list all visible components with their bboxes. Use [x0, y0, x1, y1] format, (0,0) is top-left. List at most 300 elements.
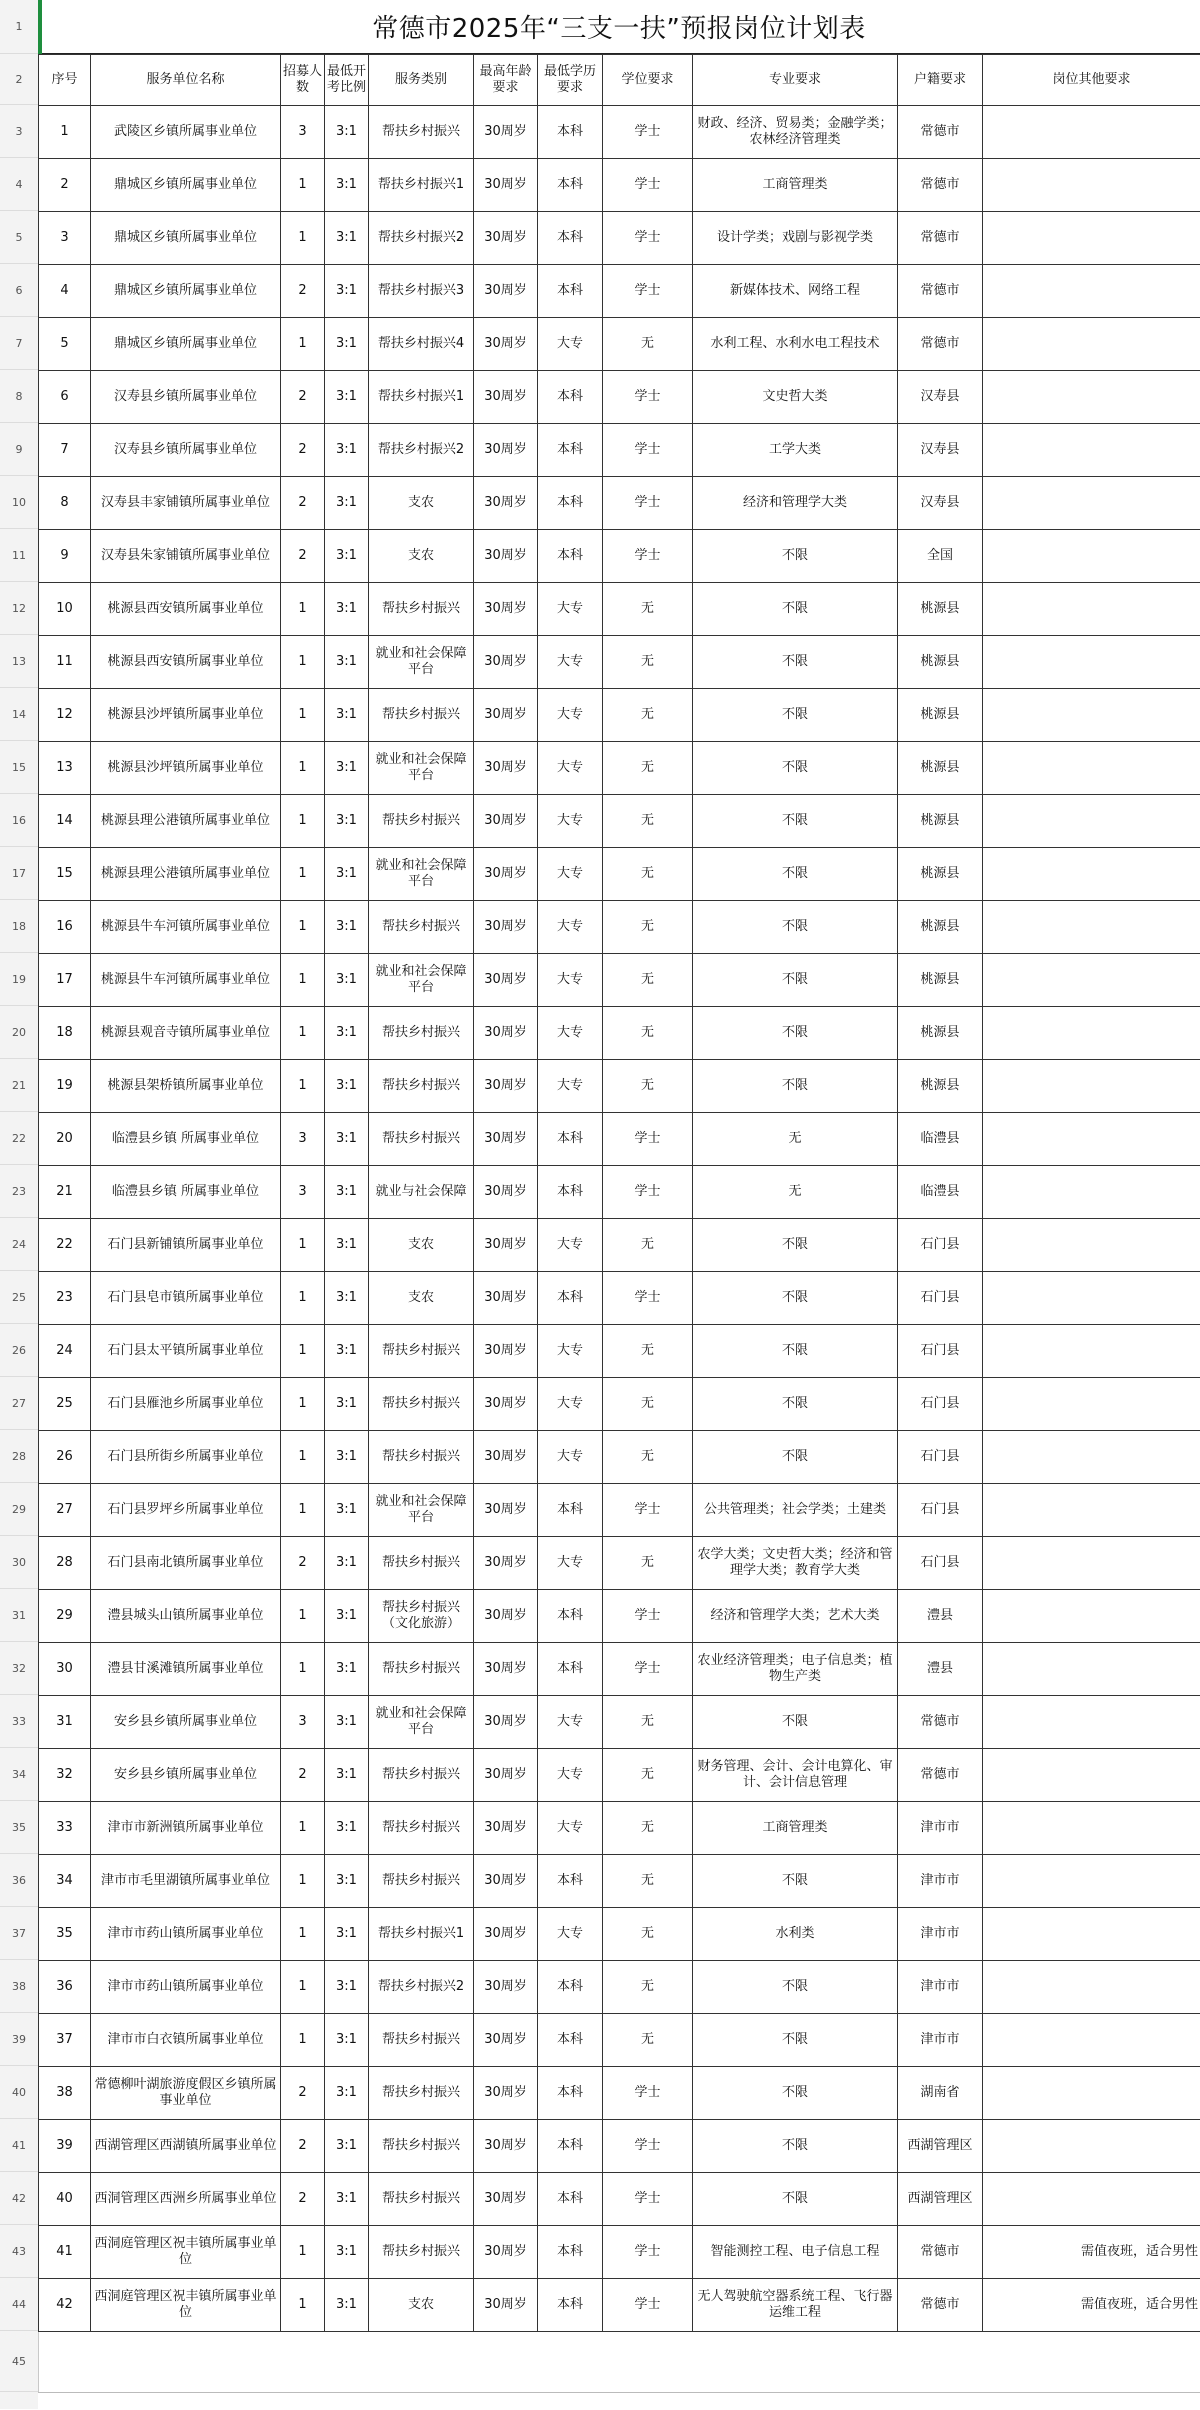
- row-number[interactable]: 17: [0, 847, 38, 900]
- cell-col-ratio[interactable]: 3:1: [325, 1431, 369, 1484]
- cell-col-hukou[interactable]: 汉寿县: [898, 424, 983, 477]
- cell-col-category[interactable]: 帮扶乡村振兴: [369, 1855, 474, 1908]
- row-number[interactable]: 32: [0, 1642, 38, 1695]
- cell-col-hukou[interactable]: 西湖管理区: [898, 2173, 983, 2226]
- cell-col-age[interactable]: 30周岁: [474, 2014, 538, 2067]
- cell-col-count[interactable]: 1: [281, 742, 325, 795]
- cell-col-ratio[interactable]: 3:1: [325, 1219, 369, 1272]
- cell-col-age[interactable]: 30周岁: [474, 1219, 538, 1272]
- cell-col-other[interactable]: [983, 1007, 1200, 1060]
- cell-col-unit[interactable]: 汉寿县朱家铺镇所属事业单位: [91, 530, 281, 583]
- cell-col-count[interactable]: 1: [281, 1325, 325, 1378]
- cell-col-edu[interactable]: 本科: [538, 1272, 603, 1325]
- cell-col-age[interactable]: 30周岁: [474, 2173, 538, 2226]
- cell-col-unit[interactable]: 汉寿县乡镇所属事业单位: [91, 424, 281, 477]
- cell-col-count[interactable]: 3: [281, 106, 325, 159]
- cell-col-age[interactable]: 30周岁: [474, 2067, 538, 2120]
- cell-col-age[interactable]: 30周岁: [474, 583, 538, 636]
- cell-col-ratio[interactable]: 3:1: [325, 1749, 369, 1802]
- cell-col-major[interactable]: 无人驾驶航空器系统工程、飞行器运维工程: [693, 2279, 898, 2332]
- cell-col-hukou[interactable]: 临澧县: [898, 1113, 983, 1166]
- row-number[interactable]: 18: [0, 900, 38, 953]
- cell-col-hukou[interactable]: 桃源县: [898, 742, 983, 795]
- cell-col-category[interactable]: 支农: [369, 1272, 474, 1325]
- cell-col-age[interactable]: 30周岁: [474, 1855, 538, 1908]
- cell-col-category[interactable]: 帮扶乡村振兴1: [369, 159, 474, 212]
- row-number[interactable]: 21: [0, 1059, 38, 1112]
- header-col-ratio[interactable]: 最低开考比例: [325, 55, 369, 106]
- cell-col-ratio[interactable]: 3:1: [325, 1166, 369, 1219]
- cell-col-count[interactable]: 1: [281, 795, 325, 848]
- row-number[interactable]: 33: [0, 1695, 38, 1748]
- cell-col-category[interactable]: 帮扶乡村振兴: [369, 2173, 474, 2226]
- header-col-other[interactable]: 岗位其他要求: [983, 55, 1200, 106]
- cell-col-seq[interactable]: 5: [39, 318, 91, 371]
- cell-col-edu[interactable]: 本科: [538, 1855, 603, 1908]
- cell-col-unit[interactable]: 桃源县西安镇所属事业单位: [91, 636, 281, 689]
- cell-col-edu[interactable]: 本科: [538, 212, 603, 265]
- cell-col-major[interactable]: 不限: [693, 2014, 898, 2067]
- cell-col-age[interactable]: 30周岁: [474, 318, 538, 371]
- cell-col-age[interactable]: 30周岁: [474, 1325, 538, 1378]
- row-number[interactable]: 30: [0, 1536, 38, 1589]
- cell-col-unit[interactable]: 桃源县西安镇所属事业单位: [91, 583, 281, 636]
- cell-col-age[interactable]: 30周岁: [474, 1537, 538, 1590]
- cell-col-category[interactable]: 帮扶乡村振兴: [369, 1060, 474, 1113]
- cell-col-degree[interactable]: 无: [603, 1749, 693, 1802]
- cell-col-other[interactable]: [983, 1060, 1200, 1113]
- cell-col-edu[interactable]: 本科: [538, 159, 603, 212]
- cell-col-ratio[interactable]: 3:1: [325, 2067, 369, 2120]
- cell-col-seq[interactable]: 9: [39, 530, 91, 583]
- cell-col-degree[interactable]: 学士: [603, 1272, 693, 1325]
- cell-col-hukou[interactable]: 湖南省: [898, 2067, 983, 2120]
- cell-col-hukou[interactable]: 桃源县: [898, 1060, 983, 1113]
- cell-col-degree[interactable]: 无: [603, 1908, 693, 1961]
- cell-col-age[interactable]: 30周岁: [474, 1166, 538, 1219]
- cell-col-hukou[interactable]: 津市市: [898, 1908, 983, 1961]
- cell-col-seq[interactable]: 24: [39, 1325, 91, 1378]
- cell-col-unit[interactable]: 澧县甘溪滩镇所属事业单位: [91, 1643, 281, 1696]
- cell-col-ratio[interactable]: 3:1: [325, 742, 369, 795]
- cell-col-hukou[interactable]: 全国: [898, 530, 983, 583]
- cell-col-hukou[interactable]: 常德市: [898, 106, 983, 159]
- cell-col-edu[interactable]: 本科: [538, 106, 603, 159]
- cell-col-edu[interactable]: 大专: [538, 954, 603, 1007]
- cell-col-edu[interactable]: 本科: [538, 424, 603, 477]
- row-number[interactable]: 45: [0, 2331, 38, 2392]
- cell-col-seq[interactable]: 28: [39, 1537, 91, 1590]
- cell-col-category[interactable]: 帮扶乡村振兴2: [369, 1961, 474, 2014]
- cell-col-other[interactable]: [983, 477, 1200, 530]
- cell-col-age[interactable]: 30周岁: [474, 2279, 538, 2332]
- row-number[interactable]: 31: [0, 1589, 38, 1642]
- cell-col-count[interactable]: 2: [281, 1749, 325, 1802]
- cell-col-category[interactable]: 帮扶乡村振兴3: [369, 265, 474, 318]
- cell-col-other[interactable]: [983, 318, 1200, 371]
- cell-col-degree[interactable]: 学士: [603, 1113, 693, 1166]
- cell-col-ratio[interactable]: 3:1: [325, 1484, 369, 1537]
- cell-col-other[interactable]: [983, 1908, 1200, 1961]
- cell-col-category[interactable]: 帮扶乡村振兴: [369, 1007, 474, 1060]
- cell-col-seq[interactable]: 3: [39, 212, 91, 265]
- cell-col-other[interactable]: [983, 265, 1200, 318]
- cell-col-ratio[interactable]: 3:1: [325, 1537, 369, 1590]
- cell-col-hukou[interactable]: 常德市: [898, 212, 983, 265]
- row-number[interactable]: 14: [0, 688, 38, 741]
- row-number[interactable]: 38: [0, 1960, 38, 2013]
- cell-col-seq[interactable]: 39: [39, 2120, 91, 2173]
- cell-col-other[interactable]: [983, 636, 1200, 689]
- cell-col-unit[interactable]: 津市市白衣镇所属事业单位: [91, 2014, 281, 2067]
- cell-col-unit[interactable]: 石门县南北镇所属事业单位: [91, 1537, 281, 1590]
- cell-col-degree[interactable]: 学士: [603, 1590, 693, 1643]
- row-number[interactable]: 10: [0, 476, 38, 529]
- cell-col-degree[interactable]: 学士: [603, 371, 693, 424]
- row-number[interactable]: 27: [0, 1377, 38, 1430]
- cell-col-degree[interactable]: 无: [603, 1060, 693, 1113]
- cell-col-unit[interactable]: 津市市新洲镇所属事业单位: [91, 1802, 281, 1855]
- row-number[interactable]: 28: [0, 1430, 38, 1483]
- cell-col-ratio[interactable]: 3:1: [325, 1113, 369, 1166]
- cell-col-degree[interactable]: 学士: [603, 530, 693, 583]
- cell-col-unit[interactable]: 鼎城区乡镇所属事业单位: [91, 159, 281, 212]
- cell-col-ratio[interactable]: 3:1: [325, 1325, 369, 1378]
- cell-col-edu[interactable]: 本科: [538, 477, 603, 530]
- cell-col-edu[interactable]: 大专: [538, 1060, 603, 1113]
- cell-col-age[interactable]: 30周岁: [474, 1272, 538, 1325]
- cell-col-category[interactable]: 支农: [369, 530, 474, 583]
- cell-col-major[interactable]: 不限: [693, 1007, 898, 1060]
- cell-col-unit[interactable]: 津市市药山镇所属事业单位: [91, 1961, 281, 2014]
- cell-col-ratio[interactable]: 3:1: [325, 477, 369, 530]
- row-number[interactable]: 16: [0, 794, 38, 847]
- cell-col-other[interactable]: [983, 1802, 1200, 1855]
- cell-col-ratio[interactable]: 3:1: [325, 2014, 369, 2067]
- cell-col-other[interactable]: [983, 1855, 1200, 1908]
- cell-col-edu[interactable]: 本科: [538, 2173, 603, 2226]
- cell-col-other[interactable]: [983, 1219, 1200, 1272]
- cell-col-degree[interactable]: 无: [603, 689, 693, 742]
- cell-col-major[interactable]: 工学大类: [693, 424, 898, 477]
- cell-col-hukou[interactable]: 桃源县: [898, 1007, 983, 1060]
- row-number[interactable]: 41: [0, 2119, 38, 2172]
- cell-col-age[interactable]: 30周岁: [474, 1113, 538, 1166]
- cell-col-category[interactable]: 帮扶乡村振兴: [369, 901, 474, 954]
- cell-col-age[interactable]: 30周岁: [474, 1961, 538, 2014]
- row-number[interactable]: 2: [0, 54, 38, 105]
- cell-col-hukou[interactable]: 桃源县: [898, 848, 983, 901]
- cell-col-unit[interactable]: 津市市药山镇所属事业单位: [91, 1908, 281, 1961]
- cell-col-unit[interactable]: 桃源县牛车河镇所属事业单位: [91, 954, 281, 1007]
- cell-col-seq[interactable]: 25: [39, 1378, 91, 1431]
- cell-col-other[interactable]: [983, 106, 1200, 159]
- cell-col-seq[interactable]: 30: [39, 1643, 91, 1696]
- cell-col-age[interactable]: 30周岁: [474, 477, 538, 530]
- cell-col-degree[interactable]: 无: [603, 1325, 693, 1378]
- header-col-degree[interactable]: 学位要求: [603, 55, 693, 106]
- cell-col-other[interactable]: [983, 1961, 1200, 2014]
- cell-col-hukou[interactable]: 西湖管理区: [898, 2120, 983, 2173]
- cell-col-category[interactable]: 帮扶乡村振兴: [369, 795, 474, 848]
- cell-col-major[interactable]: 不限: [693, 583, 898, 636]
- cell-col-major[interactable]: 不限: [693, 2173, 898, 2226]
- cell-col-ratio[interactable]: 3:1: [325, 1060, 369, 1113]
- cell-col-major[interactable]: 文史哲大类: [693, 371, 898, 424]
- header-col-age[interactable]: 最高年龄要求: [474, 55, 538, 106]
- cell-col-edu[interactable]: 大专: [538, 583, 603, 636]
- cell-col-unit[interactable]: 临澧县乡镇 所属事业单位: [91, 1166, 281, 1219]
- header-col-unit[interactable]: 服务单位名称: [91, 55, 281, 106]
- cell-col-degree[interactable]: 无: [603, 2014, 693, 2067]
- cell-col-major[interactable]: 不限: [693, 2067, 898, 2120]
- cell-col-other[interactable]: [983, 689, 1200, 742]
- cell-col-degree[interactable]: 学士: [603, 1643, 693, 1696]
- cell-col-major[interactable]: 财政、经济、贸易类；金融学类；农林经济管理类: [693, 106, 898, 159]
- cell-col-unit[interactable]: 西洞庭管理区祝丰镇所属事业单位: [91, 2279, 281, 2332]
- title-row[interactable]: [38, 0, 1200, 54]
- cell-col-other[interactable]: [983, 1378, 1200, 1431]
- cell-col-ratio[interactable]: 3:1: [325, 689, 369, 742]
- cell-col-other[interactable]: [983, 212, 1200, 265]
- cell-col-count[interactable]: 1: [281, 1908, 325, 1961]
- cell-col-edu[interactable]: 大专: [538, 1325, 603, 1378]
- row-number[interactable]: 12: [0, 582, 38, 635]
- cell-col-edu[interactable]: 大专: [538, 1378, 603, 1431]
- cell-col-hukou[interactable]: 津市市: [898, 1802, 983, 1855]
- cell-col-age[interactable]: 30周岁: [474, 159, 538, 212]
- cell-col-seq[interactable]: 17: [39, 954, 91, 1007]
- header-col-edu[interactable]: 最低学历要求: [538, 55, 603, 106]
- cell-col-edu[interactable]: 大专: [538, 1537, 603, 1590]
- cell-col-seq[interactable]: 42: [39, 2279, 91, 2332]
- cell-col-degree[interactable]: 无: [603, 1802, 693, 1855]
- cell-col-hukou[interactable]: 常德市: [898, 265, 983, 318]
- cell-col-hukou[interactable]: 临澧县: [898, 1166, 983, 1219]
- cell-col-count[interactable]: 1: [281, 636, 325, 689]
- cell-col-degree[interactable]: 学士: [603, 1484, 693, 1537]
- cell-col-seq[interactable]: 11: [39, 636, 91, 689]
- cell-col-degree[interactable]: 无: [603, 1696, 693, 1749]
- cell-col-ratio[interactable]: 3:1: [325, 2173, 369, 2226]
- cell-col-degree[interactable]: 学士: [603, 2226, 693, 2279]
- cell-col-seq[interactable]: 33: [39, 1802, 91, 1855]
- row-number[interactable]: 1: [0, 0, 38, 54]
- cell-col-count[interactable]: 1: [281, 1431, 325, 1484]
- cell-col-other[interactable]: [983, 1643, 1200, 1696]
- cell-col-major[interactable]: 不限: [693, 795, 898, 848]
- cell-col-other[interactable]: [983, 1325, 1200, 1378]
- cell-col-category[interactable]: 就业和社会保障平台: [369, 742, 474, 795]
- cell-col-hukou[interactable]: 津市市: [898, 1961, 983, 2014]
- cell-col-degree[interactable]: 无: [603, 1431, 693, 1484]
- row-number[interactable]: 24: [0, 1218, 38, 1271]
- cell-col-unit[interactable]: 鼎城区乡镇所属事业单位: [91, 265, 281, 318]
- cell-col-seq[interactable]: 29: [39, 1590, 91, 1643]
- cell-col-age[interactable]: 30周岁: [474, 106, 538, 159]
- cell-col-count[interactable]: 1: [281, 1590, 325, 1643]
- cell-col-major[interactable]: 公共管理类；社会学类；土建类: [693, 1484, 898, 1537]
- cell-col-edu[interactable]: 大专: [538, 1802, 603, 1855]
- cell-col-ratio[interactable]: 3:1: [325, 901, 369, 954]
- cell-col-hukou[interactable]: 津市市: [898, 2014, 983, 2067]
- cell-col-other[interactable]: [983, 1590, 1200, 1643]
- cell-col-edu[interactable]: 本科: [538, 2226, 603, 2279]
- cell-col-count[interactable]: 2: [281, 2067, 325, 2120]
- cell-col-count[interactable]: 1: [281, 901, 325, 954]
- cell-col-seq[interactable]: 19: [39, 1060, 91, 1113]
- cell-col-other[interactable]: [983, 742, 1200, 795]
- cell-col-unit[interactable]: 石门县雁池乡所属事业单位: [91, 1378, 281, 1431]
- cell-col-unit[interactable]: 汉寿县乡镇所属事业单位: [91, 371, 281, 424]
- cell-col-other[interactable]: [983, 530, 1200, 583]
- cell-col-age[interactable]: 30周岁: [474, 1908, 538, 1961]
- cell-col-hukou[interactable]: 澧县: [898, 1590, 983, 1643]
- cell-col-degree[interactable]: 学士: [603, 424, 693, 477]
- cell-col-edu[interactable]: 本科: [538, 2067, 603, 2120]
- cell-col-degree[interactable]: 学士: [603, 159, 693, 212]
- cell-col-major[interactable]: 不限: [693, 689, 898, 742]
- cell-col-hukou[interactable]: 石门县: [898, 1219, 983, 1272]
- cell-col-major[interactable]: 不限: [693, 1855, 898, 1908]
- cell-col-count[interactable]: 1: [281, 954, 325, 1007]
- cell-col-category[interactable]: 支农: [369, 477, 474, 530]
- cell-col-seq[interactable]: 34: [39, 1855, 91, 1908]
- cell-col-major[interactable]: 不限: [693, 530, 898, 583]
- row-number[interactable]: 7: [0, 317, 38, 370]
- header-col-major[interactable]: 专业要求: [693, 55, 898, 106]
- cell-col-other[interactable]: [983, 795, 1200, 848]
- cell-col-ratio[interactable]: 3:1: [325, 2120, 369, 2173]
- cell-col-degree[interactable]: 学士: [603, 212, 693, 265]
- cell-col-age[interactable]: 30周岁: [474, 742, 538, 795]
- cell-col-age[interactable]: 30周岁: [474, 1007, 538, 1060]
- cell-col-unit[interactable]: 汉寿县丰家铺镇所属事业单位: [91, 477, 281, 530]
- cell-col-seq[interactable]: 15: [39, 848, 91, 901]
- cell-col-category[interactable]: 帮扶乡村振兴: [369, 1749, 474, 1802]
- cell-col-seq[interactable]: 2: [39, 159, 91, 212]
- cell-col-other[interactable]: [983, 2120, 1200, 2173]
- cell-col-major[interactable]: 经济和管理学大类: [693, 477, 898, 530]
- cell-col-ratio[interactable]: 3:1: [325, 1378, 369, 1431]
- cell-col-ratio[interactable]: 3:1: [325, 2226, 369, 2279]
- cell-col-edu[interactable]: 大专: [538, 742, 603, 795]
- cell-col-edu[interactable]: 本科: [538, 2279, 603, 2332]
- cell-col-count[interactable]: 2: [281, 265, 325, 318]
- row-number[interactable]: 8: [0, 370, 38, 423]
- cell-col-hukou[interactable]: 石门县: [898, 1325, 983, 1378]
- cell-col-unit[interactable]: 临澧县乡镇 所属事业单位: [91, 1113, 281, 1166]
- cell-col-unit[interactable]: 桃源县牛车河镇所属事业单位: [91, 901, 281, 954]
- cell-col-age[interactable]: 30周岁: [474, 1802, 538, 1855]
- cell-col-seq[interactable]: 8: [39, 477, 91, 530]
- cell-col-ratio[interactable]: 3:1: [325, 106, 369, 159]
- cell-col-seq[interactable]: 12: [39, 689, 91, 742]
- cell-col-edu[interactable]: 本科: [538, 1484, 603, 1537]
- cell-col-degree[interactable]: 无: [603, 954, 693, 1007]
- cell-col-count[interactable]: 1: [281, 2014, 325, 2067]
- cell-col-other[interactable]: [983, 848, 1200, 901]
- cell-col-degree[interactable]: 无: [603, 1537, 693, 1590]
- cell-col-count[interactable]: 1: [281, 1802, 325, 1855]
- cell-col-major[interactable]: 不限: [693, 1378, 898, 1431]
- cell-col-edu[interactable]: 本科: [538, 1590, 603, 1643]
- cell-col-age[interactable]: 30周岁: [474, 424, 538, 477]
- cell-col-unit[interactable]: 石门县新铺镇所属事业单位: [91, 1219, 281, 1272]
- cell-col-degree[interactable]: 学士: [603, 2120, 693, 2173]
- cell-col-age[interactable]: 30周岁: [474, 1643, 538, 1696]
- cell-col-major[interactable]: 不限: [693, 954, 898, 1007]
- cell-col-edu[interactable]: 大专: [538, 848, 603, 901]
- cell-col-other[interactable]: [983, 901, 1200, 954]
- cell-col-seq[interactable]: 32: [39, 1749, 91, 1802]
- cell-col-category[interactable]: 帮扶乡村振兴: [369, 1113, 474, 1166]
- cell-col-age[interactable]: 30周岁: [474, 1590, 538, 1643]
- cell-col-major[interactable]: 不限: [693, 1961, 898, 2014]
- cell-col-hukou[interactable]: 桃源县: [898, 954, 983, 1007]
- cell-col-major[interactable]: 不限: [693, 1431, 898, 1484]
- cell-col-other[interactable]: [983, 371, 1200, 424]
- cell-col-degree[interactable]: 无: [603, 1219, 693, 1272]
- cell-col-unit[interactable]: 石门县太平镇所属事业单位: [91, 1325, 281, 1378]
- cell-col-age[interactable]: 30周岁: [474, 2120, 538, 2173]
- cell-col-unit[interactable]: 石门县所街乡所属事业单位: [91, 1431, 281, 1484]
- cell-col-degree[interactable]: 学士: [603, 106, 693, 159]
- cell-col-other[interactable]: [983, 954, 1200, 1007]
- row-number[interactable]: 15: [0, 741, 38, 794]
- row-number[interactable]: 26: [0, 1324, 38, 1377]
- header-col-count[interactable]: 招募人数: [281, 55, 325, 106]
- cell-col-count[interactable]: 1: [281, 1643, 325, 1696]
- cell-col-major[interactable]: 设计学类；戏剧与影视学类: [693, 212, 898, 265]
- cell-col-ratio[interactable]: 3:1: [325, 848, 369, 901]
- cell-col-other[interactable]: [983, 1272, 1200, 1325]
- cell-col-ratio[interactable]: 3:1: [325, 1908, 369, 1961]
- cell-col-major[interactable]: 不限: [693, 1219, 898, 1272]
- cell-col-degree[interactable]: 无: [603, 795, 693, 848]
- cell-col-edu[interactable]: 大专: [538, 901, 603, 954]
- header-col-category[interactable]: 服务类别: [369, 55, 474, 106]
- cell-col-ratio[interactable]: 3:1: [325, 954, 369, 1007]
- cell-col-age[interactable]: 30周岁: [474, 795, 538, 848]
- cell-col-other[interactable]: [983, 424, 1200, 477]
- cell-col-category[interactable]: 帮扶乡村振兴4: [369, 318, 474, 371]
- cell-col-count[interactable]: 1: [281, 1007, 325, 1060]
- cell-col-edu[interactable]: 大专: [538, 689, 603, 742]
- row-number[interactable]: 22: [0, 1112, 38, 1165]
- cell-col-ratio[interactable]: 3:1: [325, 1590, 369, 1643]
- cell-col-category[interactable]: 帮扶乡村振兴2: [369, 212, 474, 265]
- cell-col-seq[interactable]: 6: [39, 371, 91, 424]
- cell-col-count[interactable]: 2: [281, 424, 325, 477]
- row-number[interactable]: 29: [0, 1483, 38, 1536]
- cell-col-category[interactable]: 帮扶乡村振兴: [369, 1643, 474, 1696]
- cell-col-seq[interactable]: 23: [39, 1272, 91, 1325]
- cell-col-ratio[interactable]: 3:1: [325, 424, 369, 477]
- cell-col-major[interactable]: 无: [693, 1166, 898, 1219]
- cell-col-edu[interactable]: 本科: [538, 530, 603, 583]
- row-number[interactable]: 36: [0, 1854, 38, 1907]
- cell-col-category[interactable]: 帮扶乡村振兴（文化旅游）: [369, 1590, 474, 1643]
- cell-col-other[interactable]: 需值夜班，适合男性: [983, 2226, 1200, 2279]
- cell-col-degree[interactable]: 学士: [603, 2173, 693, 2226]
- cell-col-age[interactable]: 30周岁: [474, 901, 538, 954]
- row-number[interactable]: 13: [0, 635, 38, 688]
- cell-col-category[interactable]: 帮扶乡村振兴: [369, 689, 474, 742]
- row-number[interactable]: 40: [0, 2066, 38, 2119]
- cell-col-unit[interactable]: 桃源县观音寺镇所属事业单位: [91, 1007, 281, 1060]
- cell-col-hukou[interactable]: 石门县: [898, 1378, 983, 1431]
